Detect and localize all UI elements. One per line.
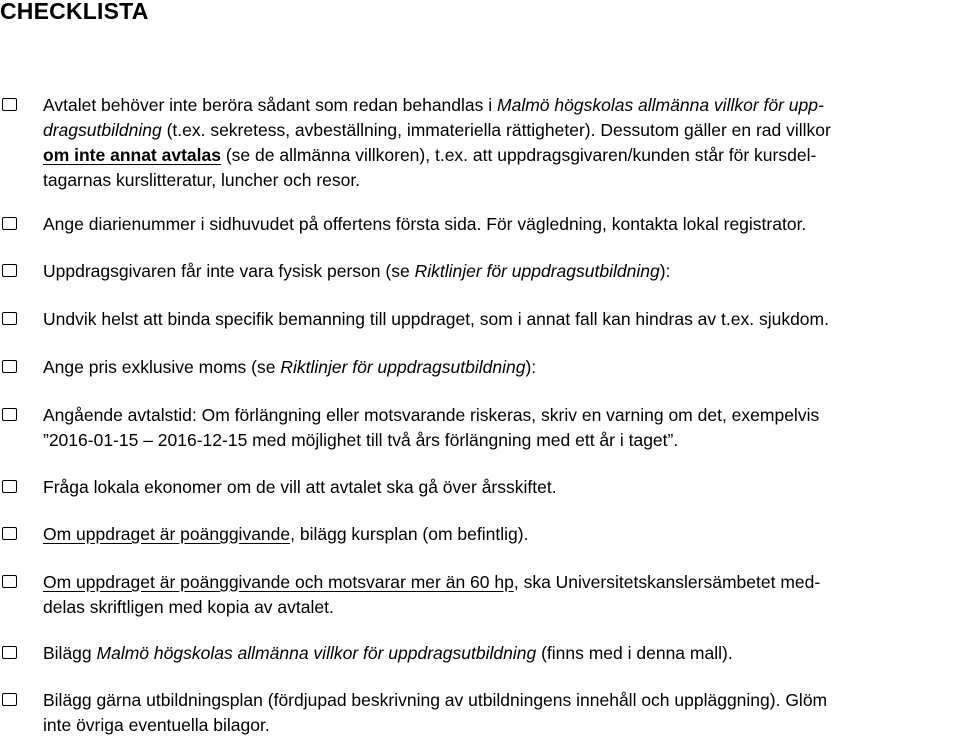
checkbox[interactable] [2,98,17,111]
checkbox[interactable] [2,575,17,588]
checkbox[interactable] [2,360,17,373]
checkbox[interactable] [2,646,17,659]
item-text: Fråga lokala ekonomer om de vill att avtalet ska gå över årsskiftet. [43,477,557,497]
page-title: CHECKLISTA [0,0,149,24]
item-text: Bilägg gärna utbildningsplan (fördjupad beskrivning av utbildningens innehåll och uppläggning). Glöm inte övriga eventuella bilagor. [43,690,828,735]
checkbox[interactable] [2,217,17,230]
checkbox[interactable] [2,527,17,540]
checkbox[interactable] [2,264,17,277]
checkbox[interactable] [2,693,17,706]
checkbox[interactable] [2,312,17,325]
item-text: Ange pris exklusive moms (se Riktlinjer för uppdragsutbildning): [43,357,537,377]
item-text: Ange diarienummer i sidhuvudet på offertens första sida. För vägledning, kontakta lokal registrator. [43,214,807,234]
checkbox[interactable] [2,408,17,421]
item-text: Om uppdraget är poänggivande, bilägg kursplan (om befintlig). [43,524,529,544]
checkbox[interactable] [2,480,17,493]
item-text: Uppdragsgivaren får inte vara fysisk person (se Riktlinjer för uppdragsutbildning): [43,261,671,281]
item-text: Avtalet behöver inte beröra sådant som redan behandlas i Malmö högskolas allmänna villkor för upp- dragsutbildning (t.ex. sekretess, avbeställning, immateriella rättigheter). Dessutom gäller en rad villkor om inte annat avtalas (se de allmänna villkoren), t.ex. att uppdragsgivaren/kunden står för kursdel- tagarnas kurslitteratur, luncher och resor. [43,95,831,190]
item-text: Om uppdraget är poänggivande och motsvarar mer än 60 hp, ska Universitetskanslersämbetet med- delas skriftligen med kopia av avtalet. [43,572,821,617]
item-text: Undvik helst att binda specifik bemanning till uppdraget, som i annat fall kan hindras av t.ex. sjukdom. [43,309,829,329]
item-text: Angående avtalstid: Om förlängning eller motsvarande riskeras, skriv en varning om det, exempelvis ”2016-01-15 – 2016-12-15 med möjlighet till två års förlängning med ett år i taget”. [43,405,820,450]
item-text: Bilägg Malmö högskolas allmänna villkor för uppdragsutbildning (finns med i denna mall). [43,643,733,663]
